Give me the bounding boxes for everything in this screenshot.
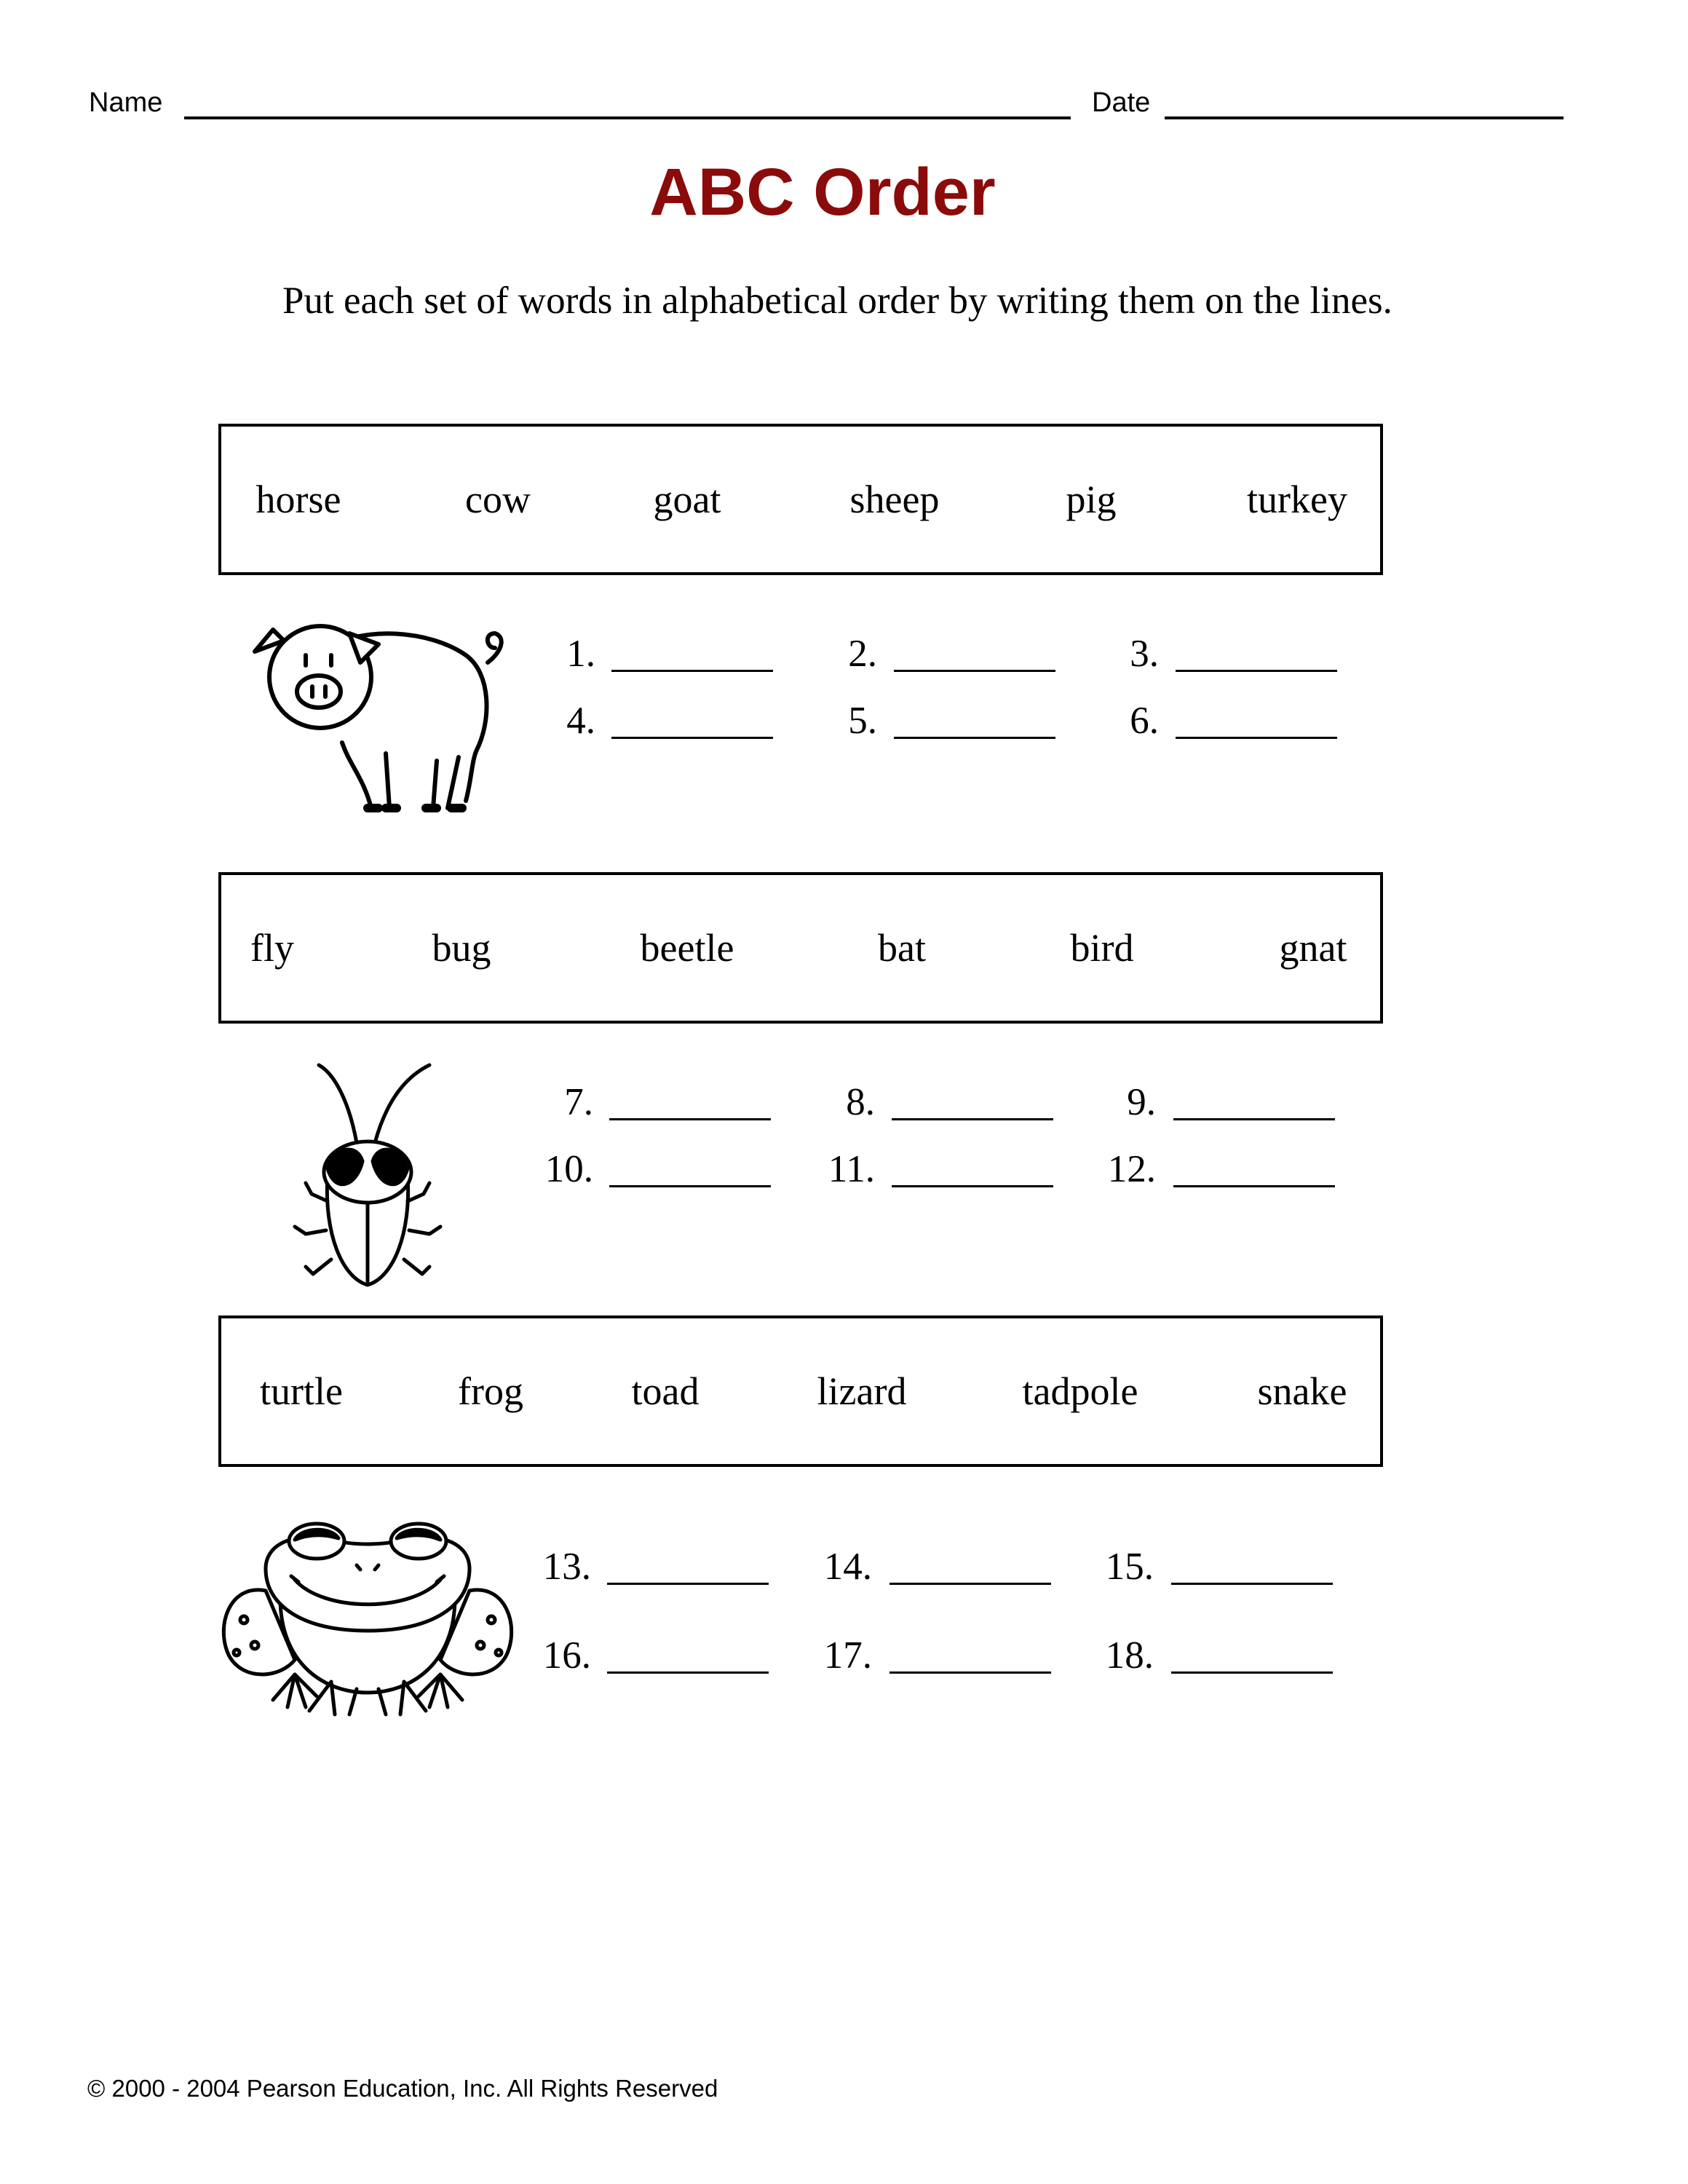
answer-blank[interactable] [611, 670, 773, 672]
answer-blank[interactable] [1173, 1118, 1335, 1120]
word: tadpole [1022, 1369, 1138, 1413]
answer-blank[interactable] [894, 737, 1055, 739]
blank-number: 4. [566, 700, 595, 742]
blank-number: 17. [823, 1634, 872, 1677]
word: frog [458, 1369, 523, 1413]
word: bug [432, 926, 491, 970]
answer-blank[interactable] [1171, 1671, 1333, 1674]
word-box-2 [218, 872, 1383, 1024]
word: turkey [1247, 478, 1347, 521]
answer-blank[interactable] [611, 737, 773, 739]
word: horse [255, 478, 341, 521]
date-line[interactable] [1165, 116, 1564, 119]
date-label: Date [1092, 87, 1151, 118]
word: pig [1066, 478, 1117, 521]
frog-drawing [215, 1511, 520, 1722]
blank-number: 9. [1127, 1081, 1156, 1123]
blank-number: 15. [1105, 1546, 1154, 1588]
blank-number: 11. [828, 1148, 875, 1190]
blank-number: 7. [564, 1081, 593, 1123]
blank-number: 6. [1130, 700, 1159, 742]
word: gnat [1279, 926, 1347, 970]
answer-blank[interactable] [607, 1583, 769, 1585]
beetle-drawing [284, 1059, 451, 1299]
answer-blank[interactable] [609, 1118, 771, 1120]
blank-number: 12. [1107, 1148, 1156, 1190]
answer-blank[interactable] [1176, 670, 1337, 672]
answer-blank[interactable] [892, 1118, 1053, 1120]
pig-drawing [240, 612, 510, 823]
answer-blank[interactable] [1176, 737, 1337, 739]
copyright-footer: © 2000 - 2004 Pearson Education, Inc. All Rights Reserved [87, 2075, 718, 2102]
blank-number: 13. [542, 1546, 591, 1588]
word: lizard [817, 1369, 907, 1413]
name-line[interactable] [184, 116, 1071, 119]
word: snake [1257, 1369, 1347, 1413]
answer-blank[interactable] [609, 1185, 771, 1187]
answer-blank[interactable] [889, 1583, 1051, 1585]
word: fly [250, 926, 294, 970]
word: goat [653, 478, 721, 521]
word: bat [878, 926, 926, 970]
word-box-3 [218, 1315, 1383, 1467]
blank-number: 5. [848, 700, 877, 742]
blank-number: 2. [848, 633, 877, 675]
blank-number: 10. [544, 1148, 593, 1190]
blank-number: 16. [542, 1634, 591, 1677]
word: turtle [260, 1369, 343, 1413]
word: sheep [849, 478, 940, 521]
word: cow [465, 478, 531, 521]
answer-blank[interactable] [889, 1671, 1051, 1674]
instructions: Put each set of words in alphabetical order by writing them on the lines. [282, 280, 1392, 322]
word-box-1 [218, 424, 1383, 575]
answer-blank[interactable] [892, 1185, 1053, 1187]
blank-number: 1. [566, 633, 595, 675]
word: toad [631, 1369, 700, 1413]
answer-blank[interactable] [1173, 1185, 1335, 1187]
answer-blank[interactable] [607, 1671, 769, 1674]
name-label: Name [89, 87, 163, 118]
blank-number: 3. [1130, 633, 1159, 675]
answer-blank[interactable] [1171, 1583, 1333, 1585]
blank-number: 8. [846, 1081, 875, 1123]
word: beetle [640, 926, 734, 970]
word: bird [1070, 926, 1134, 970]
blank-number: 18. [1105, 1634, 1154, 1677]
answer-blank[interactable] [894, 670, 1055, 672]
page-title: ABC Order [649, 155, 996, 229]
blank-number: 14. [823, 1546, 872, 1588]
